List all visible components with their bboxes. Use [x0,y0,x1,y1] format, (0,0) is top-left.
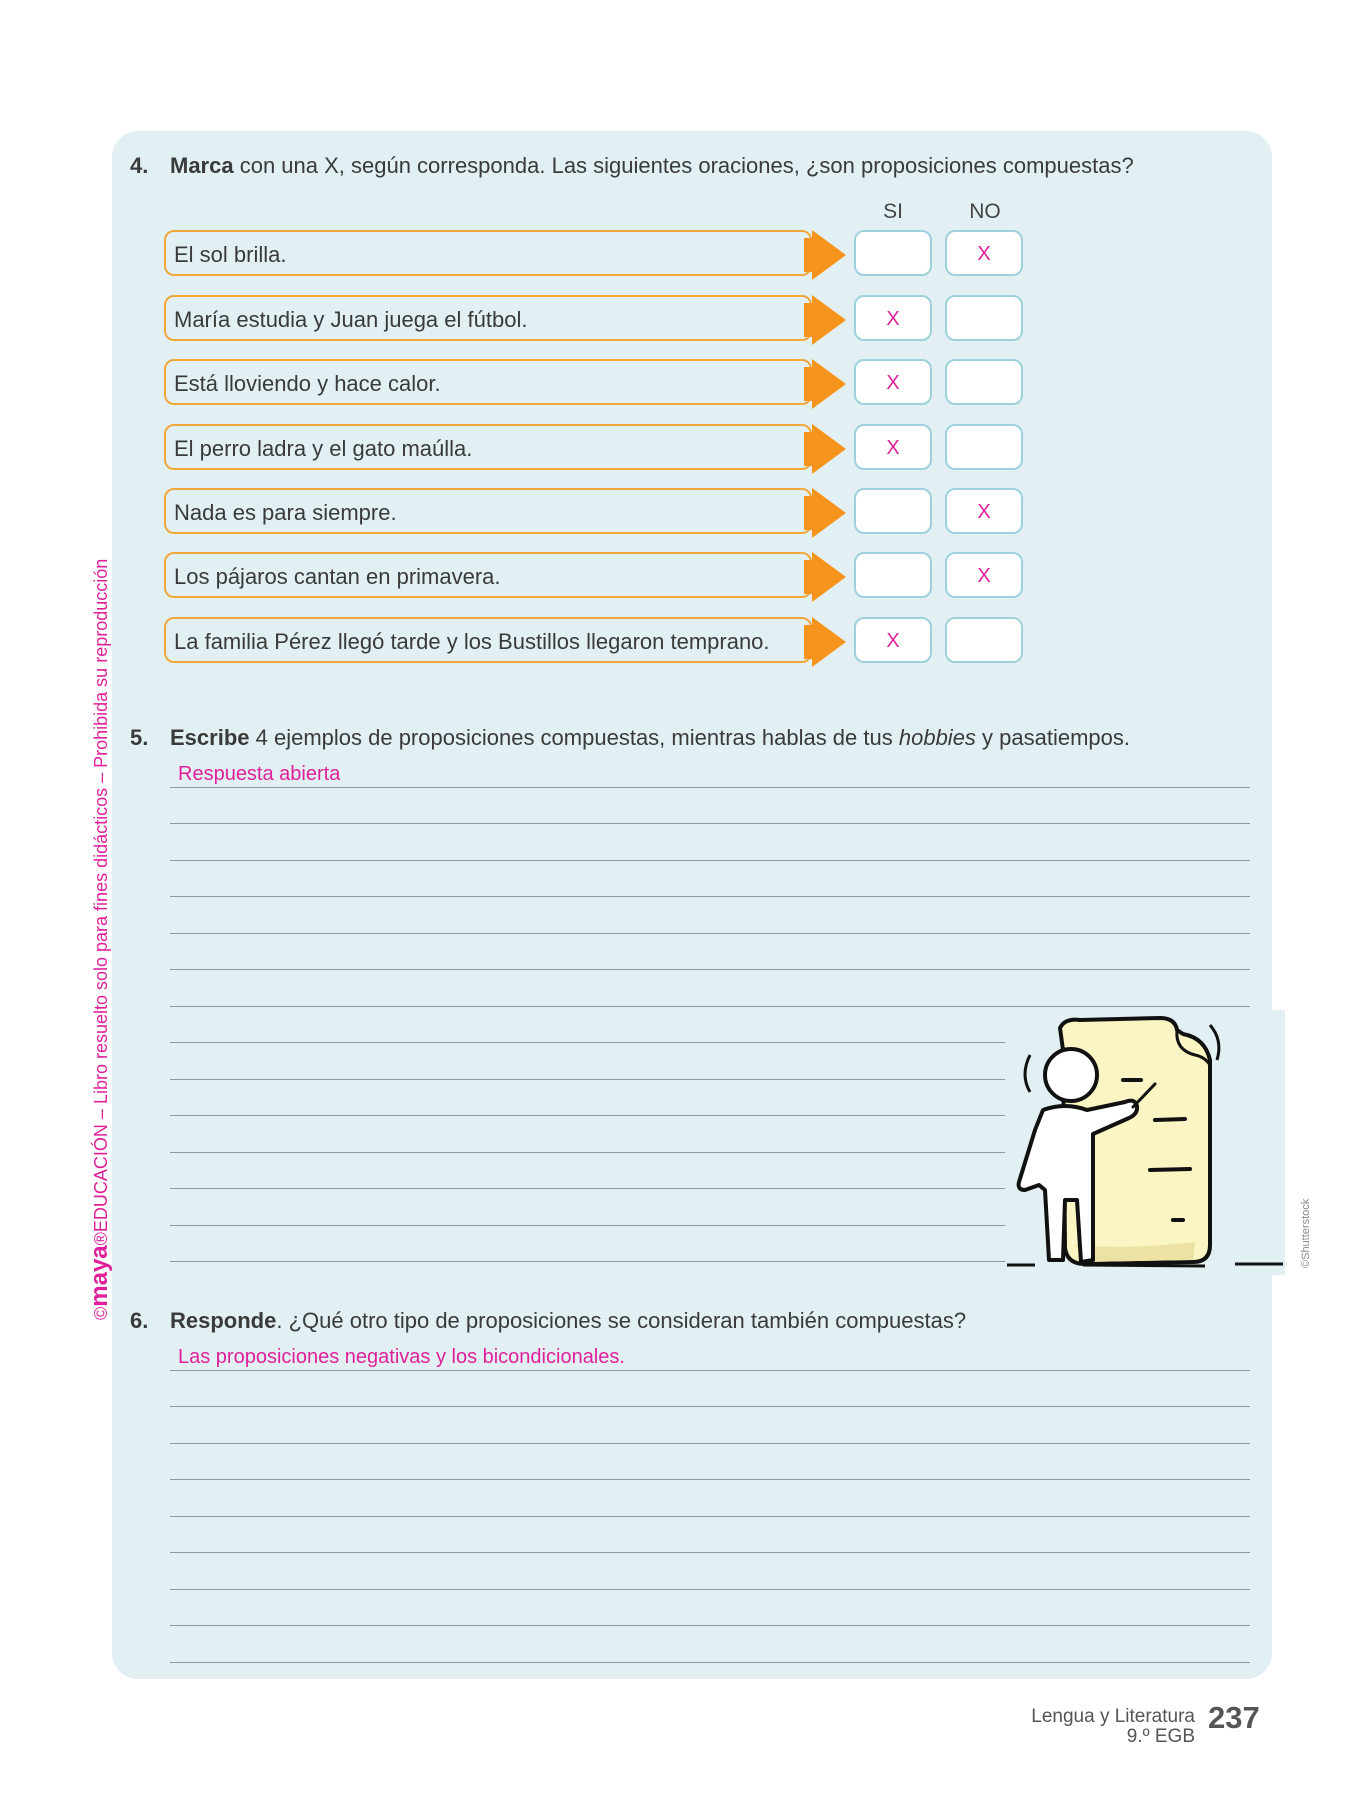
footer-subject-block [1031,1707,1195,1747]
writing-line [170,1006,1250,1007]
page-number: 237 [1208,1700,1260,1735]
arrow-right-icon [812,488,846,538]
sentence-box: Los pájaros cantan en primavera. [164,552,812,598]
question-5-text-end: y pasatiempos. [975,725,1131,750]
brand-logo: maya [86,1245,113,1307]
answer-box-no[interactable]: X [945,488,1023,534]
question-4-row [164,552,1030,602]
column-header-si: SI [883,200,903,223]
question-4-row [164,230,1030,280]
writing-line [170,1406,1250,1407]
writing-line [170,823,1250,824]
question-4-number: 4. [130,153,149,178]
answer-box-no[interactable] [945,359,1023,405]
answer-box-si[interactable] [854,230,932,276]
answer-box-si[interactable] [854,488,932,534]
writing-line [170,1443,1250,1444]
question-4-title [130,153,1134,179]
column-header-no: NO [969,200,1001,223]
answer-box-no[interactable]: X [945,230,1023,276]
question-6-number: 6. [130,1308,149,1333]
side-copyright [86,559,114,1320]
sentence-box: El perro ladra y el gato maúlla. [164,424,812,470]
registered-symbol: ® [91,1232,111,1246]
answer-box-si[interactable]: X [854,295,932,341]
question-5-title [130,725,1130,751]
sentence-box: La familia Pérez llegó tarde y los Bustillos llegaron temprano. [164,617,812,663]
writing-line [170,896,1250,897]
writing-line [170,1516,1250,1517]
writing-line [170,1625,1250,1626]
answer-box-si[interactable]: X [854,359,932,405]
question-5-italic: hobbies [898,725,976,750]
copyright-symbol: © [91,1306,111,1320]
question-4-row [164,295,1030,345]
question-5-answer: Respuesta abierta [178,763,341,785]
arrow-right-icon [812,424,846,474]
question-5-text: 4 ejemplos de proposiciones compuestas, mientras hablas de tus [249,725,899,750]
sentence-box: Está lloviendo y hace calor. [164,359,812,405]
answer-box-no[interactable]: X [945,552,1023,598]
writing-line [170,1552,1250,1553]
question-4-verb: Marca [170,153,234,178]
question-4-row [164,424,1030,474]
question-6-title [130,1308,966,1334]
question-6-answer: Las proposiciones negativas y los bicondicionales. [178,1346,625,1368]
writing-line [170,1589,1250,1590]
answer-box-si[interactable]: X [854,617,932,663]
writing-line [170,1662,1250,1663]
writing-line [170,933,1250,934]
question-6-verb: Responde [170,1308,277,1333]
writing-line [170,860,1250,861]
question-6-text: . ¿Qué otro tipo de proposiciones se consideran también compuestas? [276,1308,967,1333]
question-5-verb: Escribe [170,725,250,750]
footer-subject: Lengua y Literatura [1031,1706,1195,1727]
writing-line [170,787,1250,788]
footer-grade: 9.º EGB [1126,1726,1195,1747]
arrow-right-icon [812,359,846,409]
answer-box-no[interactable] [945,617,1023,663]
question-4-row [164,359,1030,409]
arrow-right-icon [812,617,846,667]
image-credit: ©Shutterstock [1300,1198,1312,1268]
writing-line [170,1370,1250,1371]
sentence-box: El sol brilla. [164,230,812,276]
arrow-right-icon [812,552,846,602]
answer-box-no[interactable] [945,424,1023,470]
writing-line [170,1479,1250,1480]
answer-box-si[interactable]: X [854,424,932,470]
answer-box-no[interactable] [945,295,1023,341]
teacher-pointing-illustration [1005,1010,1285,1275]
question-4-row [164,488,1030,538]
arrow-right-icon [812,230,846,280]
question-4-text: con una X, según corresponda. Las siguientes oraciones, ¿son proposiciones compuestas? [233,153,1134,178]
answer-box-si[interactable] [854,552,932,598]
side-copyright-text: EDUCACIÓN – Libro resuelto solo para fines didácticos – Prohibida su reproducción [91,558,111,1233]
arrow-right-icon [812,295,846,345]
question-4-row [164,617,1030,667]
writing-line [170,969,1250,970]
sentence-box: Nada es para siempre. [164,488,812,534]
question-5-number: 5. [130,725,149,750]
sentence-box: María estudia y Juan juega el fútbol. [164,295,812,341]
